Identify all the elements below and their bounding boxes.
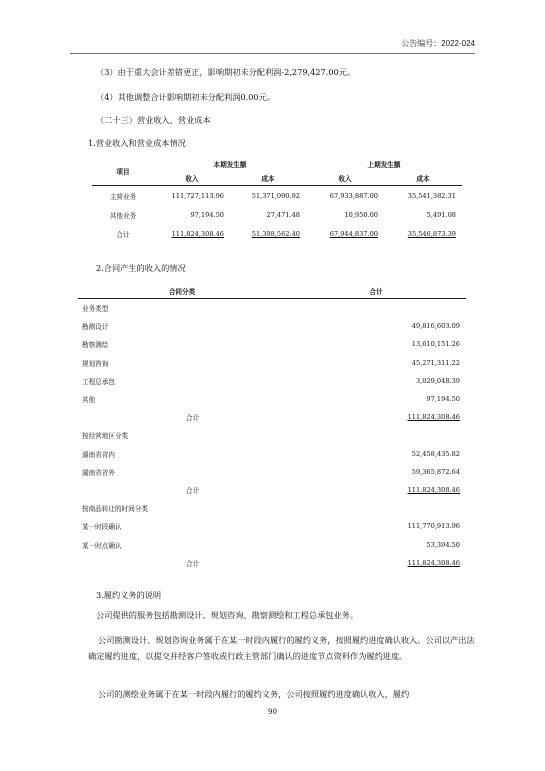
row-label: 勘测设计 — [82, 323, 109, 332]
table-row — [78, 390, 466, 408]
row-label: 湖南省省外 — [82, 468, 115, 477]
row-label: 合计 — [116, 230, 130, 239]
cell-value: 111,727,113.96 — [171, 191, 224, 200]
cell-value: 51,371,090.92 — [251, 191, 300, 200]
cell-value: 13,610,151.26 — [411, 340, 460, 349]
cell-value: 111,824,308.46 — [407, 485, 460, 494]
row-label: 业务类型 — [82, 305, 109, 314]
table-row — [78, 335, 466, 353]
cell-value: 67,944,837.00 — [329, 229, 378, 238]
row-label: 勘察测绘 — [82, 341, 109, 350]
cell-value: 52,458,435.82 — [411, 449, 460, 458]
cell-value: 35,541,382.31 — [407, 191, 456, 200]
table-row — [78, 517, 466, 535]
notice-number: 公告编号：2022-024 — [401, 39, 475, 48]
row-label: 合计 — [186, 486, 200, 495]
cell-value: 51,398,562.40 — [251, 229, 300, 238]
cell-value: 111,824,308.46 — [407, 558, 460, 567]
col-current-income: 收入 — [185, 175, 199, 183]
col-contract-category: 合同分类 — [78, 284, 286, 299]
group-row — [78, 299, 466, 318]
row-label: 工程总承包 — [82, 377, 115, 386]
subtotal-row — [78, 481, 466, 499]
cell-value: 53,394.50 — [426, 540, 460, 549]
cell-value — [286, 499, 466, 517]
line-4: （4）其他调整合计影响期初未分配利润0.00元。 — [96, 92, 276, 102]
table-row — [78, 317, 466, 335]
col-current-period: 本期发生额 — [213, 161, 247, 169]
row-label: 其他业务 — [109, 211, 137, 220]
contract-revenue-table — [78, 284, 466, 572]
table-row — [92, 205, 462, 224]
paragraph-3: 公司的测绘业务属于在某一时段内履行的履约义务，公司按照履约进度确认收入，履约 — [98, 689, 410, 699]
cell-value: 35,546,873.39 — [407, 229, 456, 238]
row-label: 合计 — [186, 559, 200, 568]
subtotal-row — [78, 408, 466, 426]
cell-value: 67,933,887.00 — [329, 191, 378, 200]
cell-value: 111,770,913.96 — [407, 522, 460, 531]
table-row — [78, 354, 466, 372]
subheading-2: 2.合同产生的收入的情况 — [96, 263, 186, 273]
cell-value: 111,824,308.46 — [171, 229, 224, 238]
col-item: 项目 — [92, 157, 154, 186]
subheading-3: 3.履约义务的说明 — [96, 590, 162, 600]
section-23-heading: （二十三）营业收入、营业成本 — [96, 115, 211, 125]
cell-value: 10,950.00 — [344, 210, 378, 219]
cell-value: 59,365,872.64 — [411, 467, 460, 476]
cell-value: 97,194.50 — [190, 210, 224, 219]
row-label: 某一时点确认 — [82, 541, 122, 550]
row-label: 其他 — [82, 396, 96, 405]
cell-value: 5,491.08 — [426, 210, 456, 219]
group-row — [78, 426, 466, 444]
row-label: 合计 — [186, 414, 200, 423]
cell-value: 97,194.50 — [426, 395, 460, 404]
group-row — [78, 499, 466, 517]
paragraph-2: 公司勘测设计、规划咨询业务属于在某一时段内履行的履约义务，按照履约进度确认收入。公司以产出法确定履约进度，以提交并经客户签收或行政主管部门确认的进度节点资料作为履约进度。 — [88, 635, 475, 661]
cell-value: 45,271,311.22 — [411, 358, 460, 367]
cell-value: 49,816,603.09 — [411, 322, 460, 331]
row-label: 按商品转让的时间分类 — [82, 505, 148, 514]
col-total: 合计 — [286, 284, 466, 299]
table-row — [78, 372, 466, 390]
col-prior-income: 收入 — [338, 175, 352, 183]
subheading-1: 1.营业收入和营业成本情况 — [88, 138, 186, 148]
row-label: 主营业务 — [109, 192, 137, 201]
paragraph-1: 公司提供的服务包括勘测设计、规划咨询、勘察测绘和工程总承包业务。 — [96, 610, 359, 620]
revenue-cost-table — [92, 157, 462, 243]
col-prior-cost: 成本 — [416, 175, 430, 183]
header-divider — [70, 53, 475, 54]
page-number: 90 — [268, 708, 277, 716]
col-current-cost: 成本 — [261, 175, 275, 183]
subtotal-row — [78, 554, 466, 572]
table-row-total — [92, 224, 462, 243]
line-3: （3）由于重大会计差错更正，影响期初未分配利润-2,279,427.00元。 — [96, 67, 356, 77]
table-row — [78, 445, 466, 463]
row-label: 某一时段确认 — [82, 523, 122, 532]
col-prior-period: 上期发生额 — [367, 161, 401, 169]
row-label: 湖南省省内 — [82, 450, 115, 459]
row-label: 按经营地区分类 — [82, 432, 129, 441]
cell-value: 27,471.48 — [266, 210, 300, 219]
row-label: 规划咨询 — [82, 359, 109, 368]
cell-value — [286, 426, 466, 444]
cell-value — [286, 299, 466, 318]
table-row — [78, 463, 466, 481]
cell-value: 3,029,048.39 — [415, 376, 460, 385]
cell-value: 111,824,308.46 — [407, 413, 460, 422]
table-row — [78, 535, 466, 553]
table-row — [92, 186, 462, 206]
